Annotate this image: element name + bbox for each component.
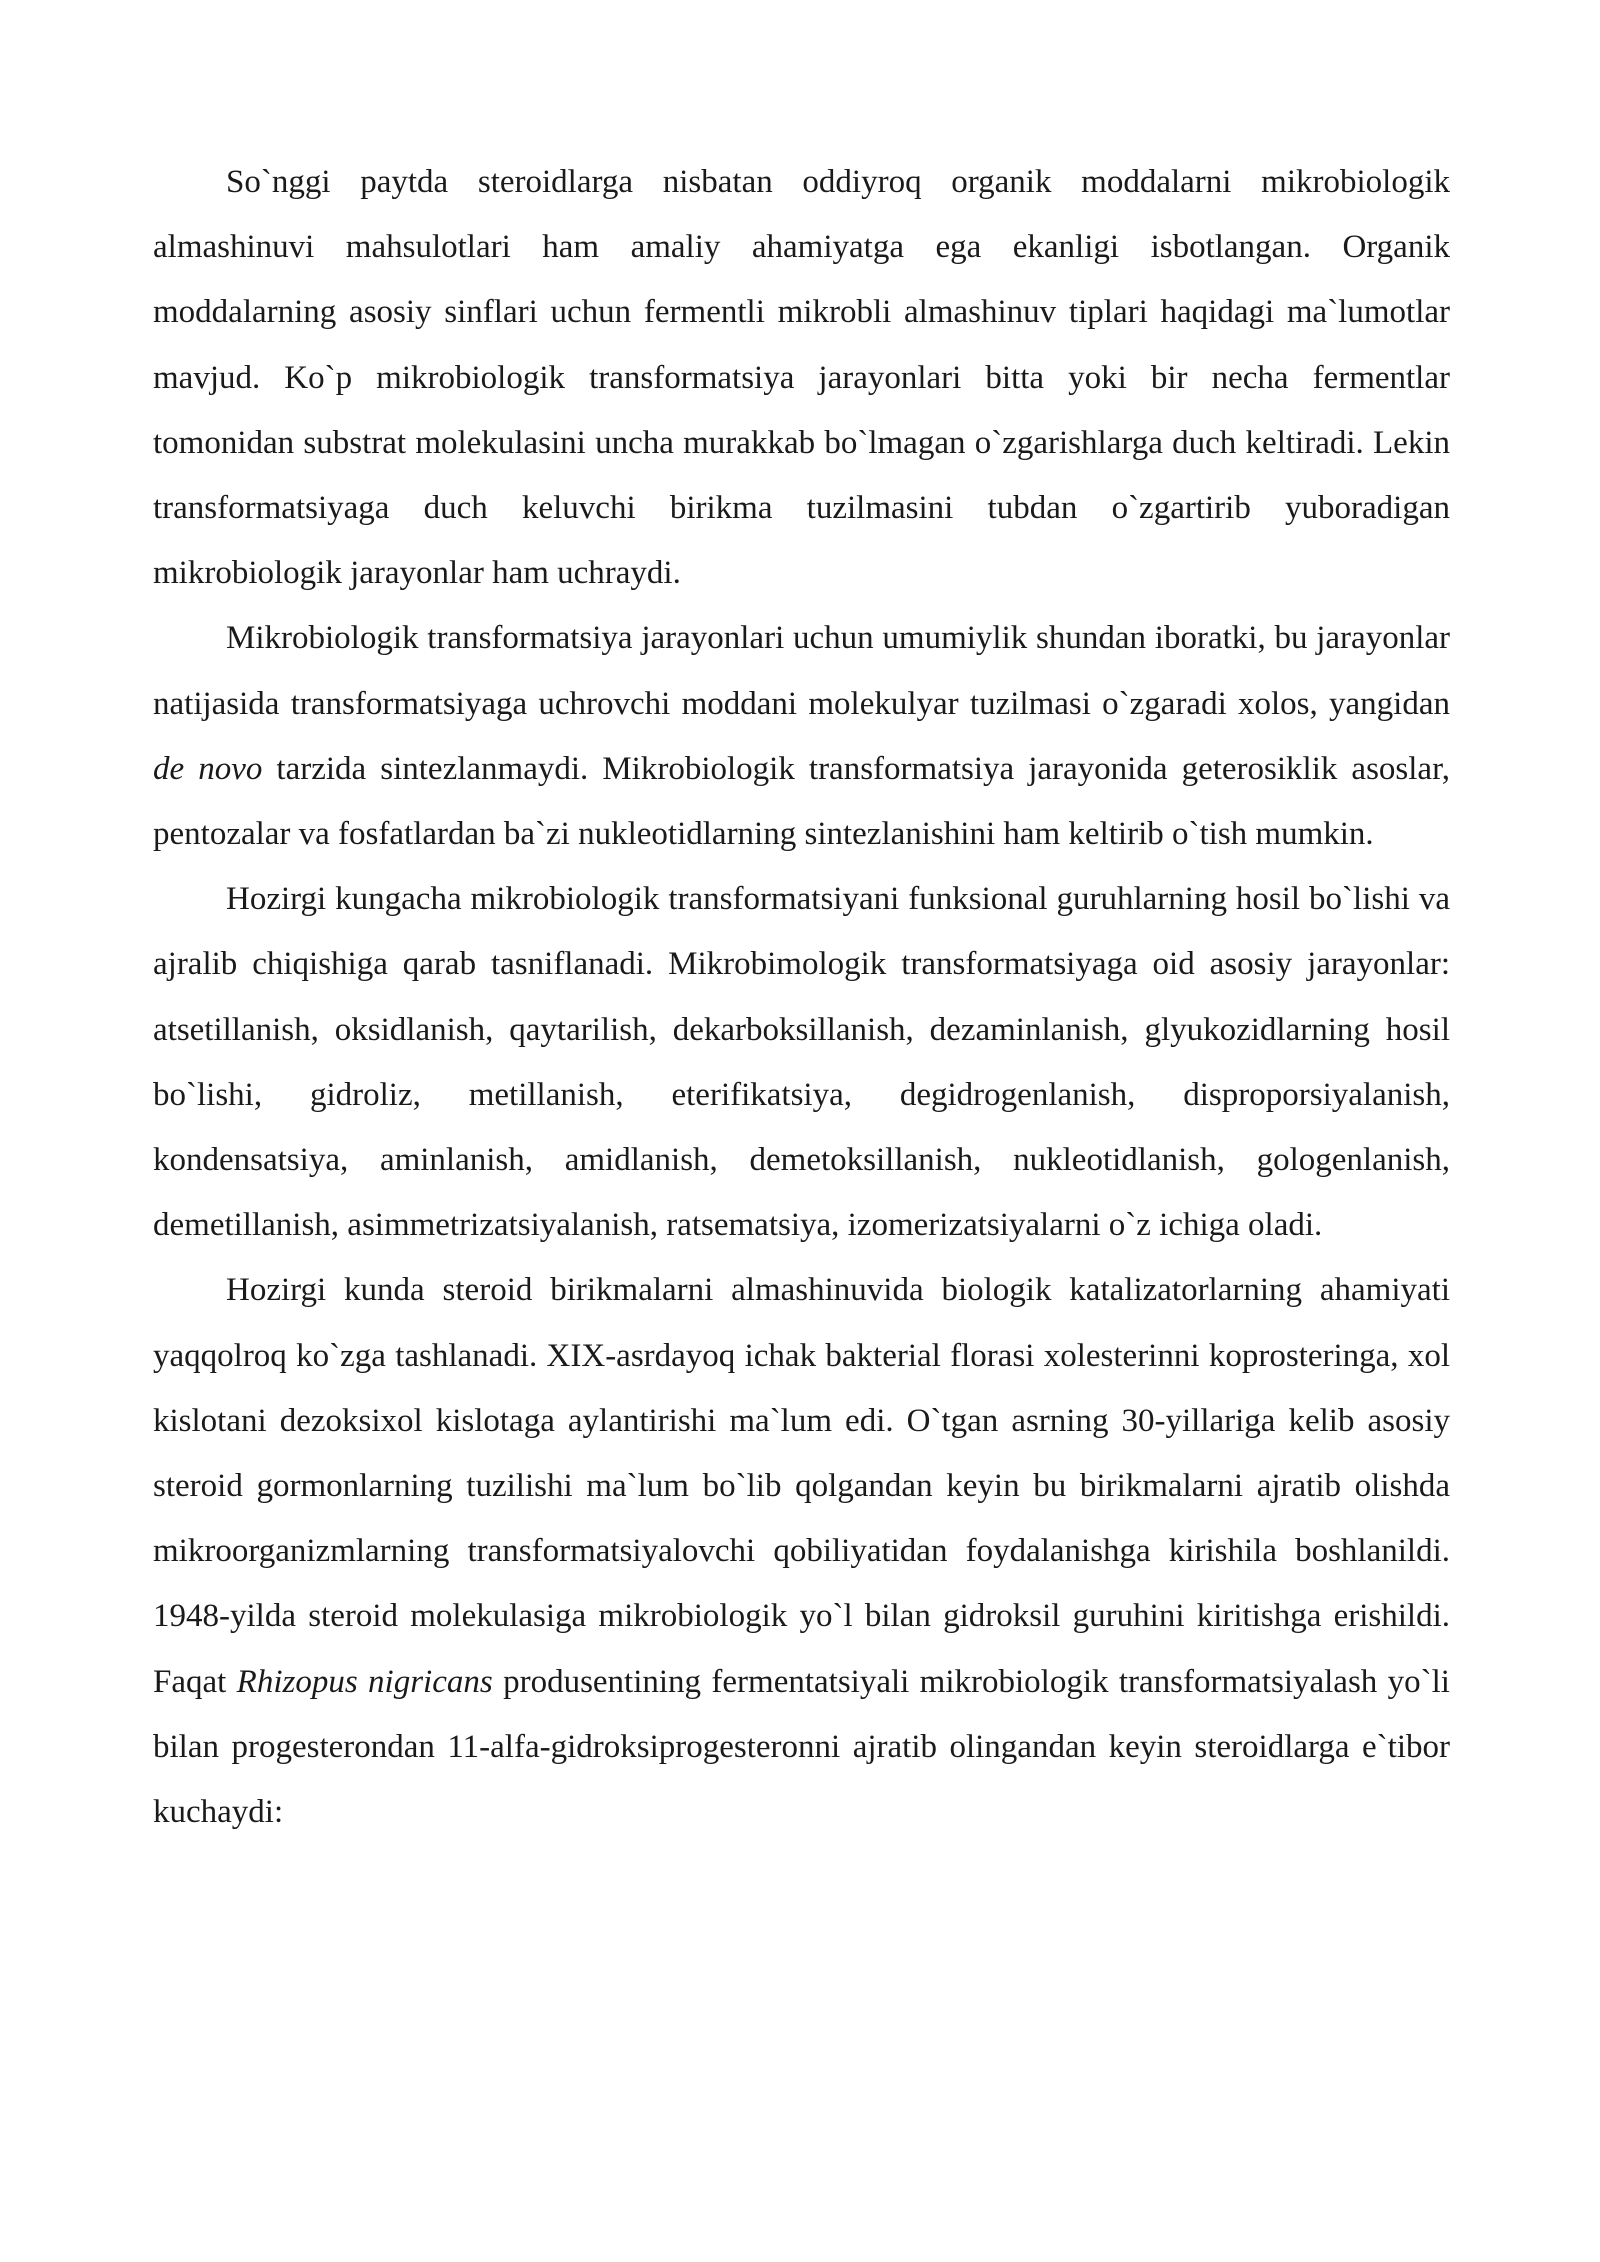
paragraph-4-text-b: produsentining fermentatsiyali mikrobiologik transformatsiyalash yo`li bilan progesterondan 11-alfa-gidroksiprogesteronni ajratib olingandan keyin steroidlarga e`tibor kuchaydi: [153,1663,1450,1831]
paragraph-3 [153,867,1450,1258]
paragraph-2 [153,606,1450,867]
document-body [153,150,1450,1845]
species-name-rhizopus-nigricans: Rhizopus nigricans [236,1663,493,1700]
paragraph-4-text-a: Hozirgi kunda steroid birikmalarni almashinuvida biologik katalizatorlarning ahamiyati yaqqolroq ko`zga tashlanadi. XIX-asrdayoq ichak bakterial florasi xolesterinni koprosteringa, xol kislotani dezoksixol kislotaga aylantirishi ma`lum edi. O`tgan asrning 30-yillariga kelib asosiy steroid gormonlarning tuzilishi ma`lum bo`lib qolgandan keyin bu birikmalarni ajratib olishda mikroorganizmlarning transformatsiyalovchi qobiliyatidan foydalanishga kirishila boshlanildi. 1948-yilda steroid molekulasiga mikrobiologik yo`l bilan gidroksil guruhini kiritishga erishildi. Faqat [153,1272,1450,1700]
latin-term-de-novo: de novo [153,750,263,787]
paragraph-2-text-b: tarzida sintezlanmaydi. Mikrobiologik transformatsiya jarayonida geterosiklik asoslar, pentozalar va fosfatlardan ba`zi nukleotidlarning sintezlanishini ham keltirib o`tish mumkin. [153,750,1450,853]
paragraph-1-text: So`nggi paytda steroidlarga nisbatan oddiyroq organik moddalarni mikrobiologik almashinuvi mahsulotlari ham amaliy ahamiyatga ega ekanligi isbotlangan. Organik moddalarning asosiy sinflari uchun fermentli mikrobli almashinuv tiplari haqidagi ma`lumotlar mavjud. Ko`p mikrobiologik transformatsiya jarayonlari bitta yoki bir necha fermentlar tomonidan substrat molekulasini uncha murakkab bo`lmagan o`zgarishlarga duch keltiradi. Lekin transformatsiyaga duch keluvchi birikma tuzilmasini tubdan o`zgartirib yuboradigan mikrobiologik jarayonlar ham uchraydi. [153,164,1450,592]
paragraph-4 [153,1258,1450,1845]
paragraph-1 [153,150,1450,606]
paragraph-2-text-a: Mikrobiologik transformatsiya jarayonlari uchun umumiylik shundan iboratki, bu jarayonlar natijasida transformatsiyaga uchrovchi moddani molekulyar tuzilmasi o`zgaradi xolos, yangidan [153,620,1450,722]
paragraph-3-text: Hozirgi kungacha mikrobiologik transformatsiyani funksional guruhlarning hosil bo`lishi va ajralib chiqishiga qarab tasniflanadi. Mikrobimologik transformatsiyaga oid asosiy jarayonlar: atsetillanish, oksidlanish, qaytarilish, dekarboksillanish, dezaminlanish, glyukozidlarning hosil bo`lishi, gidroliz, metillanish, eterifikatsiya, degidrogenlanish, disproporsiyalanish, kondensatsiya, aminlanish, amidlanish, demetoksillanish, nukleotidlanish, gologenlanish, demetillanish, asimmetrizatsiyalanish, ratsematsiya, izomerizatsiyalarni o`z ichiga oladi. [153,881,1450,1244]
